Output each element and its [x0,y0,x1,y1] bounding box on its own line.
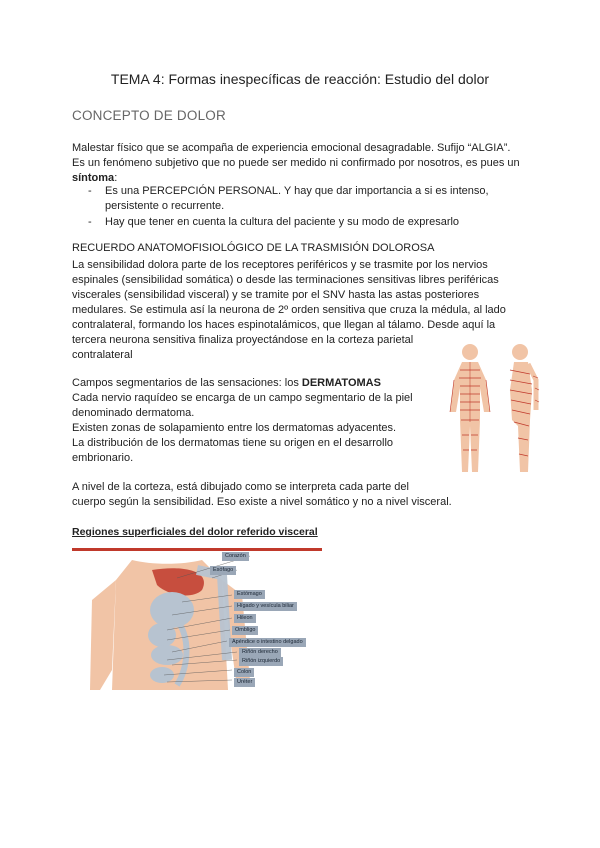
bold-term: síntoma [72,172,115,184]
dermatomas-heading [72,376,381,391]
paragraph-line: viscerales (sensibilidad visceral) y se tramite por el SNV hasta las astas posteriores [72,289,480,301]
label-corazon: Corazón [222,552,249,561]
section-heading-concepto: CONCEPTO DE DOLOR [72,108,226,123]
side-body-illustration [510,344,539,472]
paragraph-line: espinales (sensibilidad somática) o desde las terminaciones sensitivas libres periféricas [72,274,499,286]
label-higado: Hígado y vesícula biliar [234,602,297,611]
label-esofago: Esófago [210,566,236,575]
bullet-list [88,184,533,230]
paragraph-line: denominado dermatoma. [72,407,195,419]
dermatomes-figure [440,340,550,480]
label-ureter: Uréter [234,678,255,687]
label-hileon: Hileon [234,614,256,623]
paragraph-line: contralateral, formando los haces espinotalámicos, que llegan al tálamo. Desde aquí la [72,319,496,331]
paragraph-line: Malestar físico que se acompaña de experiencia emocional desagradable. Sufijo “ALGIA”. [72,142,511,154]
label-estomago: Estómago [234,590,265,599]
bullet-item: - Es una PERCEPCIÓN PERSONAL. Y hay que dar importancia a si es intenso, persistente o recurrente. [88,184,533,215]
paragraph-line: La distribución de los dermatomas tiene su origen en el desarrollo [72,437,394,449]
label-rinon-derecho: Riñón derecho [239,648,281,657]
paragraph-line: Es un fenómeno subjetivo que no puede ser medido ni confirmado por nosotros, es pues un [72,157,520,169]
bullet-item: - Hay que tener en cuenta la cultura del paciente y su modo de expresarlo [88,215,533,230]
paragraph-line: tercera neurona sensitiva finaliza proyectándose en la corteza parietal [72,334,414,346]
paragraph-line: La sensibilidad dolora parte de los receptores periféricos y se trasmite por los nervios [72,259,488,271]
paragraph-line: embrionario. [72,452,134,464]
label-colon: Colon [234,668,254,677]
page-title: TEMA 4: Formas inespecíficas de reacción: Estudio del dolor [110,71,490,87]
paragraph-line: contralateral [72,349,133,361]
visceral-figure-title: Regiones superficiales del dolor referido visceral [72,526,318,538]
visceral-body-illustration [72,540,324,700]
paragraph-line: A nivel de la corteza, está dibujado como se interpreta cada parte del [72,481,409,493]
visceral-pain-figure [72,540,324,700]
label-apendice: Apéndice o intestino delgado [229,638,306,647]
paragraph-line: medulares. Se estimula así la neurona de 2º orden sensitiva que cruza la médula, al lado [72,304,506,316]
paragraph-line: Cada nervio raquídeo se encarga de un campo segmentario de la piel [72,392,413,404]
label-rinon-izquierdo: Riñón izquierdo [239,657,283,666]
heading-bold: DERMATOMAS [301,377,381,389]
punct: : [114,172,118,184]
front-body-illustration [450,344,490,472]
heading-plain: Campos segmentarios de las sensaciones: los [72,377,302,389]
section-heading-recuerdo: RECUERDO ANATOMOFISIOLÓGICO DE LA TRASMISIÓN DOLOROSA [72,242,435,254]
label-ombligo: Ombligo [232,626,258,635]
paragraph-line: cuerpo según la sensibilidad. Eso existe a nivel somático y no a nivel visceral. [72,496,452,508]
paragraph-line: Existen zonas de solapamiento entre los dermatomas adyacentes. [72,422,397,434]
